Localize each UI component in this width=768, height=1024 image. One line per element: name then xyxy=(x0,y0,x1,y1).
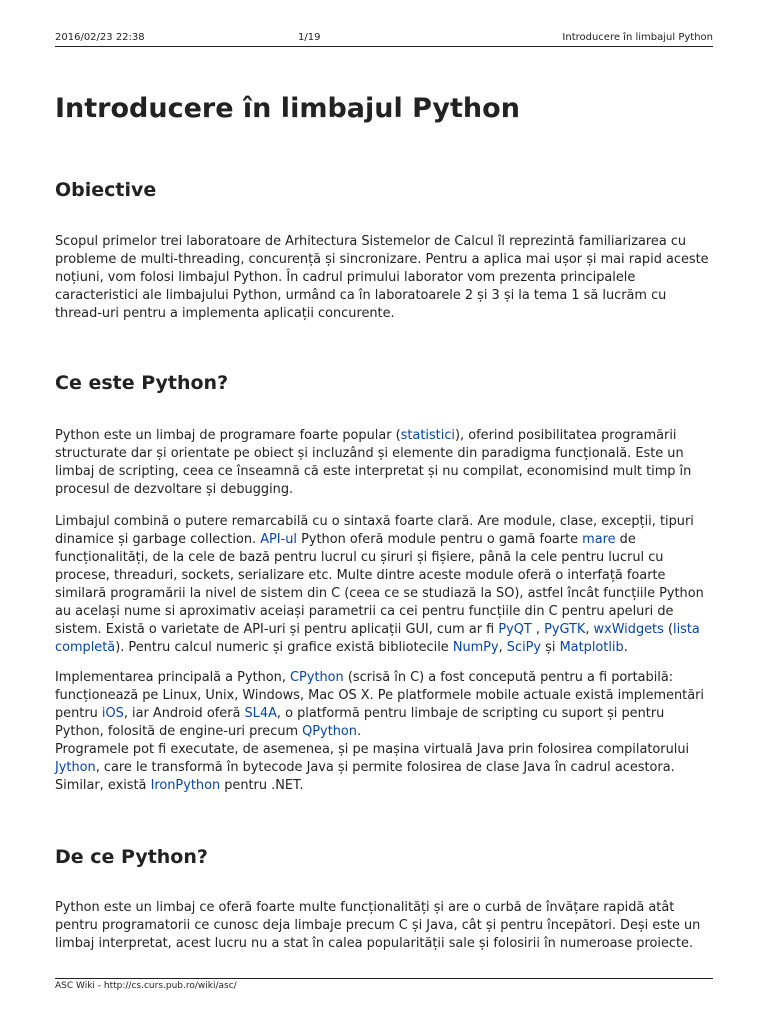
text-run: ), oferind posibilitatea programării structurate dar și orientate pe obiect și incluzând și elemente din paradigma funcțională. Este un limbaj de scripting, ceea ce înseamnă că este interpretat și nu compilat, economisind mult timp în procesul de dezvoltare și debugging. xyxy=(55,428,692,497)
link-lista-complet[interactable]: lista completă xyxy=(55,622,700,655)
text-run: , o platformă pentru limbaje de scripting cu suport și pentru Python, folosită de engine-uri precum xyxy=(55,706,665,739)
paragraph-ce-este-2 xyxy=(55,513,715,657)
text-run: Scopul primelor trei laboratoare de Arhitectura Sistemelor de Calcul îl reprezintă familiarizarea cu probleme de multi-threading, concurență și sincronizare. Pentru a aplica mai ușor și mai rapid aceste noțiuni, vom folosi limbajul Python. În cadrul primului laborator vom prezenta principalele caracteristici ale limbajului Python, urmând ca în laboratoarele 2 și 3 și la tema 1 să lucrăm cu thread-uri pentru a implementa aplicații concurente. xyxy=(55,234,709,321)
link-mare[interactable]: mare xyxy=(582,532,616,547)
text-run: ). Pentru calcul numeric și grafice există bibliotecile xyxy=(115,640,453,655)
text-run: (scrisă în C) a fost concepută pentru a fi portabilă: funcționează pe Linux, Unix, Windows, Mac OS X. Pe platformele mobile actuale există implementări pentru xyxy=(55,670,704,721)
text-run: , care le transformă în bytecode Java și permite folosirea de clase Java în cadrul acestora. Similar, există xyxy=(55,760,675,793)
footer-rule xyxy=(55,978,713,979)
link-scipy[interactable]: SciPy xyxy=(506,640,542,655)
link-ironpython[interactable]: IronPython xyxy=(150,778,221,793)
link-qpython[interactable]: QPython xyxy=(302,724,357,739)
link-numpy[interactable]: NumPy xyxy=(452,640,499,655)
text-run: . xyxy=(623,640,628,655)
text-run: . xyxy=(356,724,362,739)
text-run: și xyxy=(541,640,560,655)
link-cpython[interactable]: CPython xyxy=(290,670,344,685)
link-pyqt[interactable]: PyQT xyxy=(498,622,532,637)
text-run: Python este un limbaj de programare foarte popular ( xyxy=(55,428,401,443)
header-rule xyxy=(55,46,713,47)
text-run: , iar Android oferă xyxy=(123,706,245,721)
paragraph-ce-este-1 xyxy=(55,427,715,499)
text-run: Python oferă module pentru o gamă foarte xyxy=(297,532,583,547)
text-run: de funcționalități, de la cele de bază pentru lucrul cu șiruri și fișiere, până la cele pentru lucrul cu procese, threaduri, sockets, serializare etc. Multe dintre aceste module oferă o interfață foarte similară programării la nivel de sistem din C (ceea ce se studiază la SO), astfel încât funcțiile Python au același nume si aproximativ aceiași parametrii ca cei pentru funcțiile din C pentru apeluri de sistem. Există o varietate de API-uri și pentru aplicații GUI, cum ar fi xyxy=(55,532,704,637)
link-pygtk[interactable]: PyGTK xyxy=(544,622,586,637)
text-run: , xyxy=(498,640,507,655)
link-api-ul[interactable]: API-ul xyxy=(260,532,297,547)
link-ios[interactable]: iOS xyxy=(101,706,124,721)
link-wxwidgets[interactable]: wxWidgets xyxy=(593,622,664,637)
link-jython[interactable]: Jython xyxy=(55,760,96,775)
text-run: , xyxy=(531,622,545,637)
paragraph-ce-este-3 xyxy=(55,669,715,795)
link-sl4a[interactable]: SL4A xyxy=(244,706,277,721)
header-title: Introducere în limbajul Python xyxy=(562,32,713,43)
header-date: 2016/02/23 22:38 xyxy=(55,32,145,43)
text-run: Limbajul combină o putere remarcabilă cu o sintaxă foarte clară. Are module, clase, excepții, tipuri dinamice și garbage collection. xyxy=(55,514,694,547)
heading-de-ce-python: De ce Python? xyxy=(55,846,208,868)
page-footer: ASC Wiki - http://cs.curs.pub.ro/wiki/asc/ xyxy=(55,981,237,991)
header-page-number: 1/19 xyxy=(298,32,321,43)
paragraph-de-ce xyxy=(55,899,715,953)
text-run: Implementarea principală a Python, xyxy=(55,670,291,685)
text-run: , xyxy=(585,622,594,637)
text-run: Programele pot fi executate, de asemenea, și pe mașina virtuală Java prin folosirea compilatorului xyxy=(55,742,690,757)
text-run: ( xyxy=(663,622,673,637)
link-statistici[interactable]: statistici xyxy=(400,428,455,443)
page-header xyxy=(55,31,713,45)
text-run: pentru .NET. xyxy=(220,778,304,793)
heading-ce-este-python: Ce este Python? xyxy=(55,372,229,394)
link-matplotlib[interactable]: Matplotlib xyxy=(559,640,624,655)
page-title: Introducere în limbajul Python xyxy=(55,93,520,124)
text-run: Python este un limbaj ce oferă foarte multe funcționalități și are o curbă de învățare rapidă atât pentru programatorii ce cunosc deja limbaje precum C și Java, cât și pentru începători. Deși este un limbaj interpretat, acest lucru nu a stat în calea popularității sale și folosirii în numeroase proiecte. xyxy=(55,900,701,951)
paragraph-obiective xyxy=(55,233,715,323)
heading-obiective: Obiective xyxy=(55,179,157,201)
